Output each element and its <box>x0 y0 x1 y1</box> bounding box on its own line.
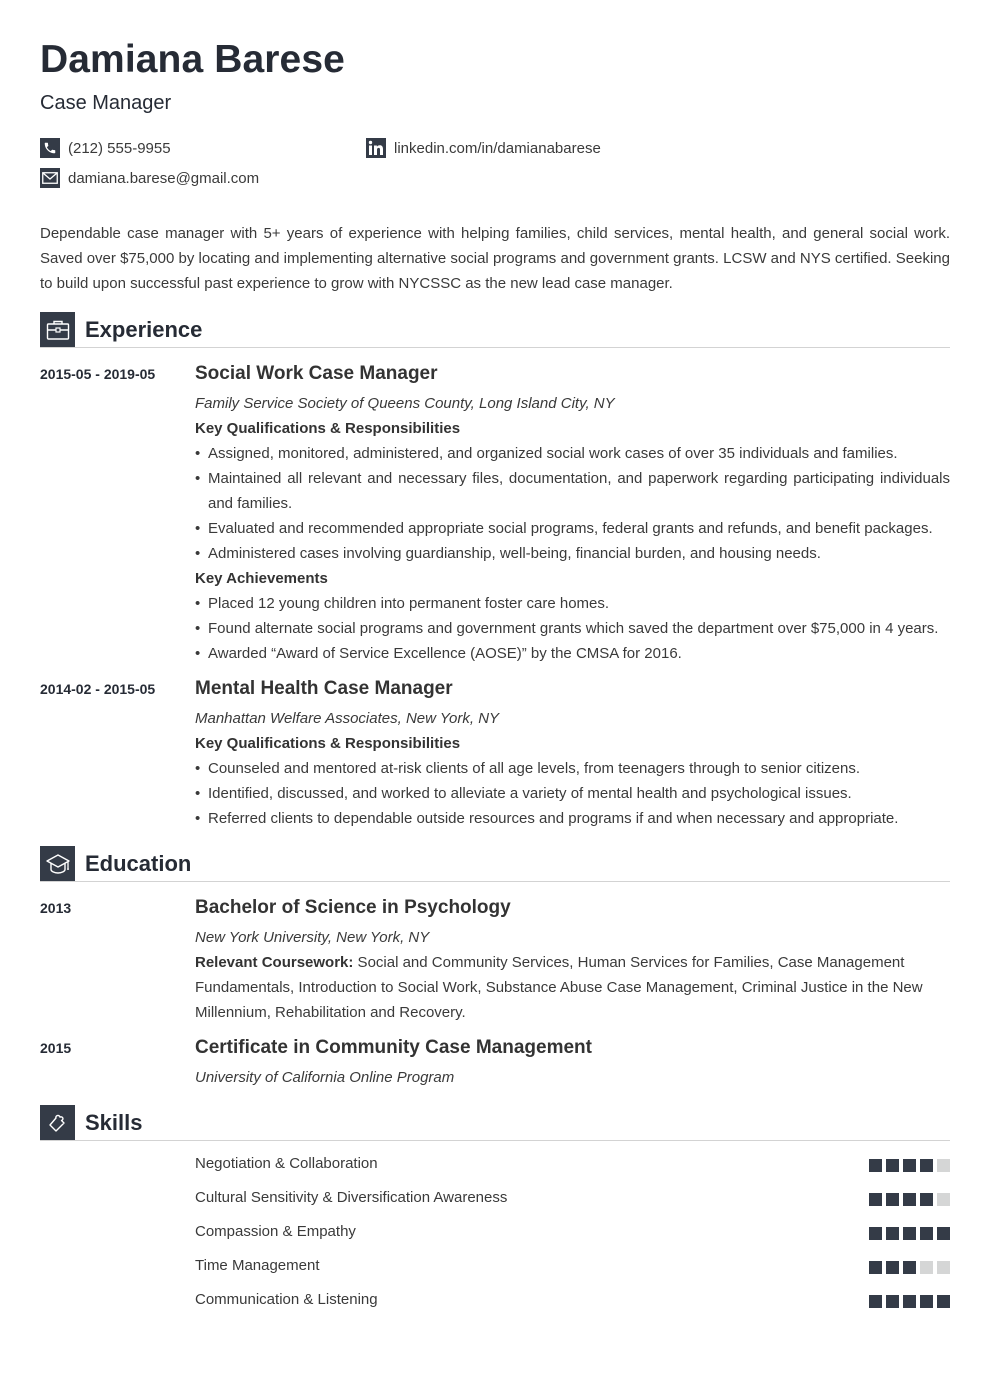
graduation-cap-icon <box>40 846 75 881</box>
skill-rating <box>869 1227 950 1240</box>
skill-row <box>195 1223 950 1243</box>
rating-dot-filled <box>920 1159 933 1172</box>
linkedin-text[interactable]: linkedin.com/in/damianabarese <box>394 139 601 157</box>
rating-dot-filled <box>869 1261 882 1274</box>
skill-row <box>195 1291 950 1311</box>
achievements-heading: Key Achievements <box>195 570 328 587</box>
envelope-icon <box>40 168 60 188</box>
job-title: Mental Health Case Manager <box>195 678 453 699</box>
education-entry <box>195 1036 950 1090</box>
responsibilities-list <box>195 756 950 831</box>
rating-dot-empty <box>920 1261 933 1274</box>
list-item: • Awarded “Award of Service Excellence (AOSE)” by the CMSA for 2016. <box>195 641 950 666</box>
skill-name: Time Management <box>195 1257 320 1274</box>
rating-dot-filled <box>903 1261 916 1274</box>
coursework <box>195 950 950 1025</box>
skill-rating <box>869 1261 950 1274</box>
coursework-text: Social and Community Services, Human Services for Families, Case Management Fundamentals, Introduction to Social Work, Substance Abuse Case Management, Criminal Justice in the New Millennium, Rehabilitation and Recovery. <box>195 954 923 1021</box>
contact-phone <box>40 138 171 158</box>
skill-row <box>195 1155 950 1175</box>
job-organization: Manhattan Welfare Associates, New York, NY <box>195 710 500 727</box>
job-entry <box>195 362 950 666</box>
rating-dot-filled <box>903 1193 916 1206</box>
job-dates: 2015-05 - 2019-05 <box>40 366 156 382</box>
degree-title: Certificate in Community Case Management <box>195 1037 592 1058</box>
rating-dot-filled <box>869 1295 882 1308</box>
candidate-title: Case Manager <box>40 92 172 114</box>
skill-name: Communication & Listening <box>195 1291 378 1308</box>
contact-email <box>40 168 259 188</box>
section-title: Experience <box>85 317 203 342</box>
skill-name: Cultural Sensitivity & Diversification Awareness <box>195 1189 508 1206</box>
school-name: New York University, New York, NY <box>195 929 430 946</box>
contact-linkedin <box>366 138 601 158</box>
education-year: 2013 <box>40 900 72 916</box>
list-item: • Evaluated and recommended appropriate social programs, federal grants and refunds, and benefit packages. <box>195 516 950 541</box>
rating-dot-filled <box>920 1295 933 1308</box>
responsibilities-heading: Key Qualifications & Responsibilities <box>195 735 461 752</box>
rating-dot-filled <box>869 1227 882 1240</box>
section-title: Skills <box>85 1110 143 1135</box>
skill-rating <box>869 1295 950 1308</box>
list-item: • Placed 12 young children into permanent foster care homes. <box>195 591 950 616</box>
skill-name: Negotiation & Collaboration <box>195 1155 378 1172</box>
puzzle-icon <box>40 1105 75 1140</box>
skill-rating <box>869 1193 950 1206</box>
rating-dot-filled <box>886 1261 899 1274</box>
phone-icon <box>40 138 60 158</box>
list-item: • Maintained all relevant and necessary files, documentation, and paperwork regarding participating individuals and families. <box>195 466 950 516</box>
email-text[interactable]: damiana.barese@gmail.com <box>68 169 260 187</box>
briefcase-icon <box>40 312 75 347</box>
job-dates: 2014-02 - 2015-05 <box>40 681 156 697</box>
skill-rating <box>869 1159 950 1172</box>
job-entry <box>195 677 950 831</box>
achievements-list <box>195 591 950 666</box>
skill-row <box>195 1257 950 1277</box>
rating-dot-filled <box>937 1227 950 1240</box>
coursework-label: Relevant Coursework: <box>195 954 354 971</box>
rating-dot-filled <box>886 1227 899 1240</box>
list-item: • Referred clients to dependable outside resources and programs if and when necessary and appropriate. <box>195 806 950 831</box>
degree-title: Bachelor of Science in Psychology <box>195 897 511 918</box>
section-skills-header <box>40 1105 950 1141</box>
section-experience-header <box>40 312 950 348</box>
rating-dot-filled <box>920 1227 933 1240</box>
list-item: • Counseled and mentored at-risk clients of all age levels, from teenagers through to senior citizens. <box>195 756 950 781</box>
rating-dot-filled <box>937 1295 950 1308</box>
list-item: • Found alternate social programs and government grants which saved the department over $75,000 in 4 years. <box>195 616 950 641</box>
rating-dot-filled <box>886 1193 899 1206</box>
summary-paragraph: Dependable case manager with 5+ years of experience with helping families, child services, mental health, and general social work. Saved over $75,000 by locating and implementing alternative social programs and government grants. LCSW and NYS certified. Seeking to build upon successful past experience to grow with NYCSSC as the new lead case manager. <box>40 225 950 292</box>
rating-dot-empty <box>937 1159 950 1172</box>
responsibilities-heading: Key Qualifications & Responsibilities <box>195 420 461 437</box>
phone-text[interactable]: (212) 555-9955 <box>68 139 171 157</box>
list-item: • Assigned, monitored, administered, and organized social work cases of over 35 individuals and families. <box>195 441 950 466</box>
rating-dot-empty <box>937 1261 950 1274</box>
rating-dot-filled <box>886 1159 899 1172</box>
linkedin-icon <box>366 138 386 158</box>
education-entry <box>195 896 950 1025</box>
list-item: • Identified, discussed, and worked to alleviate a variety of mental health and psychological issues. <box>195 781 950 806</box>
job-organization: Family Service Society of Queens County, Long Island City, NY <box>195 395 615 412</box>
responsibilities-list <box>195 441 950 566</box>
rating-dot-filled <box>869 1159 882 1172</box>
rating-dot-filled <box>903 1159 916 1172</box>
rating-dot-filled <box>903 1227 916 1240</box>
rating-dot-filled <box>886 1295 899 1308</box>
job-title: Social Work Case Manager <box>195 363 438 384</box>
education-year: 2015 <box>40 1040 72 1056</box>
section-education-header <box>40 846 950 882</box>
skill-name: Compassion & Empathy <box>195 1223 356 1240</box>
school-name: University of California Online Program <box>195 1069 455 1086</box>
rating-dot-filled <box>869 1193 882 1206</box>
candidate-name: Damiana Barese <box>40 38 345 81</box>
skill-row <box>195 1189 950 1209</box>
rating-dot-filled <box>903 1295 916 1308</box>
rating-dot-filled <box>920 1193 933 1206</box>
rating-dot-empty <box>937 1193 950 1206</box>
section-title: Education <box>85 851 192 876</box>
list-item: • Administered cases involving guardianship, well-being, financial burden, and housing needs. <box>195 541 950 566</box>
